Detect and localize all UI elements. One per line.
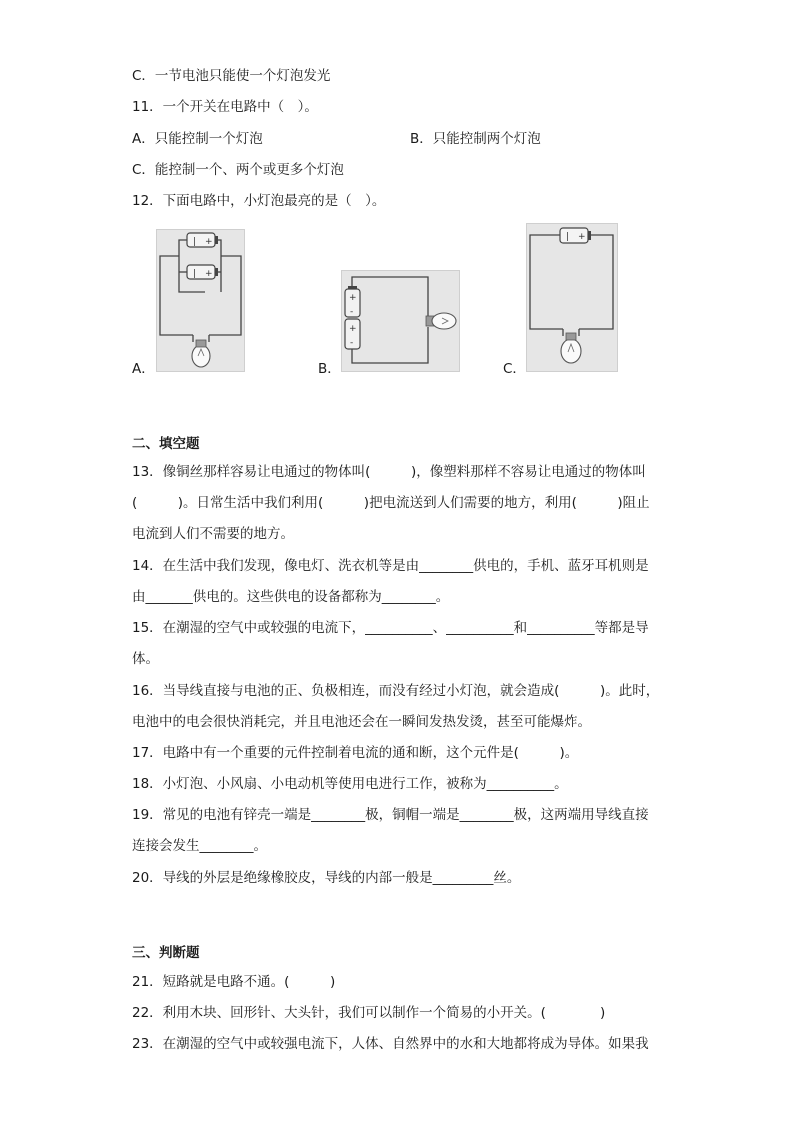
- battery-plus-sign: +: [349, 324, 357, 334]
- q13-line2: ( )。日常生活中我们利用( )把电流送到人们需要的地方，利用( )阻止: [132, 495, 650, 511]
- q18: 18．小灯泡、小风扇、小电动机等使用电进行工作，被称为__________。: [132, 776, 568, 792]
- q12-label-a: A．: [132, 361, 155, 377]
- svg-text:|: |: [193, 269, 197, 279]
- battery-minus-sign: -: [350, 307, 354, 317]
- q15-line2: 体。: [132, 651, 159, 667]
- q12-stem: 12．下面电路中，小灯泡最亮的是（ ）。: [132, 193, 386, 209]
- battery-plus-sign: +: [349, 293, 357, 303]
- q13-line3: 电流到人们不需要的地方。: [132, 526, 294, 542]
- section-fill-title: 二、填空题: [132, 436, 200, 452]
- q11-option-a: A．只能控制一个灯泡: [132, 131, 263, 147]
- q14-line1: 14．在生活中我们发现，像电灯、洗衣机等是由________供电的，手机、蓝牙耳机则是: [132, 558, 649, 574]
- battery-plus-sign: +: [205, 269, 213, 279]
- battery-minus-sign: -: [350, 338, 354, 348]
- q10-option-c: C．一节电池只能使一个灯泡发光: [132, 68, 331, 84]
- svg-text:|: |: [193, 237, 197, 247]
- q11-option-b: B．只能控制两个灯泡: [410, 131, 541, 147]
- battery-plus-sign: +: [205, 237, 213, 247]
- q11-option-c: C．能控制一个、两个或更多个灯泡: [132, 162, 344, 178]
- q11-stem: 11．一个开关在电路中（ ）。: [132, 99, 318, 115]
- battery-plus-sign: +: [578, 232, 586, 242]
- q21: 21．短路就是电路不通。( ): [132, 974, 336, 990]
- q15-line1: 15．在潮湿的空气中或较强的电流下，__________、__________和__________等都是导: [132, 620, 649, 636]
- q12-label-b: B．: [318, 361, 341, 377]
- q14-line2: 由_______供电的。这些供电的设备都称为________。: [132, 589, 450, 605]
- q19-line2: 连接会发生________。: [132, 838, 267, 854]
- q22: 22．利用木块、回形针、大头针，我们可以制作一个简易的小开关。( ): [132, 1005, 606, 1021]
- circuit-c-image: [526, 223, 618, 372]
- q19-line1: 19．常见的电池有锌壳一端是________极，铜帽一端是________极，这两端用导线直接: [132, 807, 649, 823]
- q17: 17．电路中有一个重要的元件控制着电流的通和断，这个元件是( )。: [132, 745, 579, 761]
- circuit-b-image: [341, 270, 460, 372]
- q20: 20．导线的外层是绝缘橡胶皮，导线的内部一般是_________丝。: [132, 870, 521, 886]
- q12-label-c: C．: [503, 361, 526, 377]
- q16-line2: 电池中的电会很快消耗完，并且电池还会在一瞬间发热发烫，甚至可能爆炸。: [132, 714, 591, 730]
- q23: 23．在潮湿的空气中或较强电流下，人体、自然界中的水和大地都将成为导体。如果我: [132, 1036, 649, 1052]
- q13-line1: 13．像铜丝那样容易让电通过的物体叫( )，像塑料那样不容易让电通过的物体叫: [132, 464, 646, 480]
- q16-line1: 16．当导线直接与电池的正、负极相连，而没有经过小灯泡，就会造成( )。此时，: [132, 683, 660, 699]
- section-judge-title: 三、判断题: [132, 945, 200, 961]
- svg-text:|: |: [566, 232, 570, 242]
- circuit-a-image: [156, 229, 245, 372]
